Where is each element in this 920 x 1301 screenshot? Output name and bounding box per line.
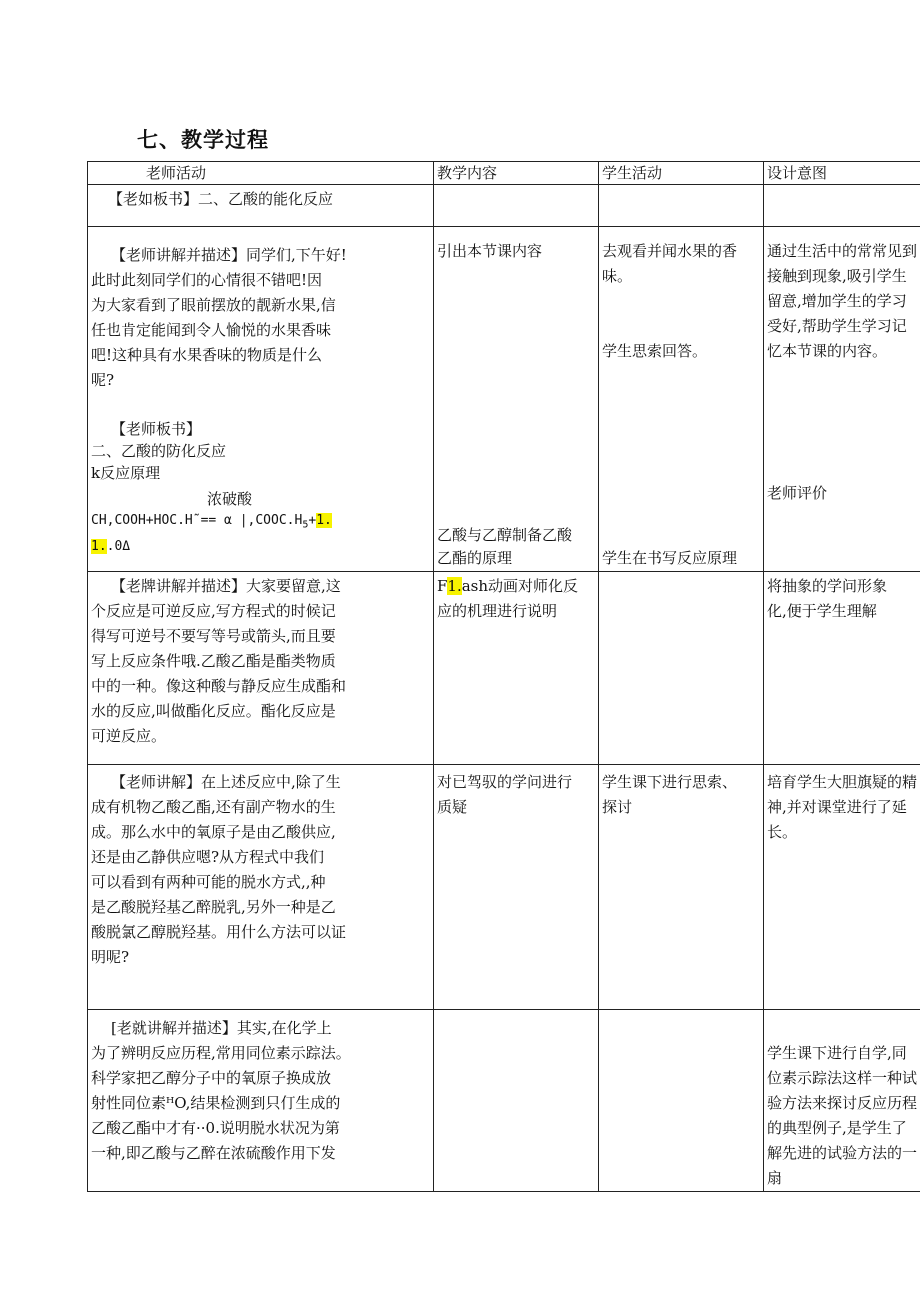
row2-intent	[764, 227, 920, 572]
row5-intent	[764, 1010, 920, 1192]
content-rest: ash动画对师化反	[461, 577, 579, 595]
equation-subscript: 5	[302, 519, 309, 531]
row3-teacher-line: 中的一种。像这种酸与静反应生成酯和	[91, 677, 347, 695]
board-line: k反应原理	[91, 464, 161, 482]
row2-intent-line: 留意,增加学生的学习	[767, 292, 907, 310]
row2-teacher-line: 任也肯定能闻到令人愉悦的水果香味	[91, 321, 332, 339]
row5-intent-line: 扇	[767, 1169, 783, 1187]
row4-intent-line: 培育学生大胆旗疑的精	[767, 773, 918, 791]
row5-intent-line: 的典型例子,是学生了	[767, 1119, 907, 1137]
row2-intent-line: 受好,帮助学生学习记	[767, 317, 907, 335]
row2-teacher-line: 为大家看到了眼前摆放的靓新水果,信	[91, 296, 336, 314]
row4-teacher-line: 可以看到有两种可能的脱水方式,,种	[91, 873, 326, 891]
row5-intent-line: 学生课下进行自学,同	[767, 1044, 907, 1062]
equation-part: .0Δ	[106, 538, 131, 554]
row5-teacher-line: 射性同位素ᴴO,结果检测到只仃生成的	[91, 1094, 341, 1112]
table-row	[88, 572, 920, 765]
row5-intent-line: 位素示踪法这样一种试	[767, 1069, 918, 1087]
row2-teacher-line: 吧!这种具有水果香味的物质是什么	[91, 346, 323, 364]
equation-highlight: 1.	[91, 538, 107, 554]
row3-content-line	[437, 574, 595, 599]
row5-student	[599, 1010, 764, 1192]
row4-content	[434, 765, 599, 1010]
row5-content	[434, 1010, 599, 1192]
row2-content-bottom: 乙酸与乙醇制备乙酸	[437, 526, 573, 544]
section-heading: 七、教学过程	[137, 128, 269, 152]
row5-teacher-line: 科学家把乙醇分子中的氧原子换成放	[91, 1069, 332, 1087]
reaction-equation	[91, 510, 430, 537]
reaction-equation-cont	[91, 537, 430, 557]
row5-intent-line: 验方法来探讨反应历程	[767, 1094, 918, 1112]
row5-intent-line: 解先进的试验方法的一	[767, 1144, 918, 1162]
row4-teacher-line: 酸脱氯乙醇脱羟基。用什么方法可以证	[91, 923, 347, 941]
row3-intent-line: 将抽象的学问形象	[767, 577, 888, 595]
row4-teacher-line: 【老师讲解】在上述反应中,除了生	[111, 773, 341, 791]
row4-student-line: 探讨	[602, 798, 633, 816]
row2-content-top: 引出本节课内容	[437, 242, 543, 260]
row2-student-line: 味。	[602, 267, 633, 285]
row2-teacher-line: 【老师讲解并描述】同学们,下午好!	[111, 246, 347, 264]
row3-teacher-line: 可逆反应。	[91, 727, 167, 745]
row2-intent-bottom: 老师评价	[767, 484, 828, 502]
content-highlight: 1.	[447, 577, 462, 595]
equation-plus: +	[308, 513, 317, 528]
table-row	[88, 765, 920, 1010]
row4-teacher-line: 明呢?	[91, 948, 130, 966]
row3-content	[434, 572, 599, 765]
row3-teacher-line: 水的反应,叫做酯化反应。酯化反应是	[91, 702, 336, 720]
row2-content-bottom: 乙酯的原理	[437, 549, 513, 567]
table-row	[88, 227, 920, 572]
equation-highlight: 1.	[316, 513, 332, 528]
row3-teacher-line: 个反应是可逆反应,写方程式的时候记	[91, 602, 336, 620]
row1-content	[434, 185, 599, 227]
header-design-intent: 设计意图	[764, 162, 920, 185]
row3-intent-line: 化,便于学生理解	[767, 602, 877, 620]
row3-intent	[764, 572, 920, 765]
content-prefix: F	[437, 577, 448, 595]
row5-teacher	[88, 1010, 434, 1192]
row3-teacher-line: 【老牌讲解并描述】大家要留意,这	[111, 577, 341, 595]
table-row	[88, 1010, 920, 1192]
row4-teacher-line: 还是由乙静供应嗯?从方程式中我们	[91, 848, 325, 866]
row2-intent-line: 忆本节课的内容。	[767, 342, 888, 360]
row3-student	[599, 572, 764, 765]
row2-student-bottom: 学生在书写反应原理	[602, 549, 738, 567]
row2-student-line: 去观看并闻水果的香	[602, 242, 738, 260]
row2-teacher	[88, 227, 434, 572]
table-header-row	[88, 162, 920, 185]
row2-intent-line: 接触到现象,吸引学生	[767, 267, 907, 285]
header-student-activity: 学生活动	[599, 162, 764, 185]
row3-content-line: 应的机理进行说明	[437, 602, 558, 620]
row4-student	[599, 765, 764, 1010]
row1-teacher: 【老如板书】二、乙酸的能化反应	[88, 185, 434, 227]
row2-intent-line: 通过生活中的常常见到	[767, 242, 918, 260]
row4-content-line: 对已驾驭的学问进行	[437, 773, 573, 791]
row4-intent-line: 长。	[767, 823, 798, 841]
row3-teacher-line: 得写可逆号不要写等号或箭头,而且要	[91, 627, 336, 645]
row4-content-line: 质疑	[437, 798, 468, 816]
row5-teacher-line: 一种,即乙酸与乙醉在浓硫酸作用下发	[91, 1144, 336, 1162]
row2-content	[434, 227, 599, 572]
row4-intent	[764, 765, 920, 1010]
row4-teacher	[88, 765, 434, 1010]
equation-part: CH,COOH+HOC.H˜== α |,COOC.H	[91, 513, 303, 528]
catalyst-label: 浓破酸	[207, 490, 253, 508]
row4-teacher-line: 成。那么水中的氧原子是由乙酸供应,	[91, 823, 336, 841]
row4-teacher-line: 成有机物乙酸乙酯,还有副产物水的生	[91, 798, 336, 816]
board-label: 【老师板书】	[111, 420, 202, 438]
row5-teacher-line: 乙酸乙酯中才有··0.说明脱水状况为第	[91, 1119, 340, 1137]
row1-intent	[764, 185, 920, 227]
row2-student-mid: 学生思索回答。	[602, 342, 708, 360]
board-line: 二、乙酸的防化反应	[91, 442, 227, 460]
row2-student	[599, 227, 764, 572]
table-row	[88, 185, 920, 227]
row5-teacher-line: [老就讲解并描述】其实,在化学上	[111, 1019, 332, 1037]
row4-intent-line: 神,并对课堂进行了延	[767, 798, 907, 816]
row3-teacher-line: 写上反应条件哦.乙酸乙酯是酯类物质	[91, 652, 336, 670]
row2-teacher-line: 呢?	[91, 371, 115, 389]
row2-teacher-line: 此时此刻同学们的心情很不错吧!因	[91, 271, 323, 289]
row4-teacher-line: 是乙酸脱羟基乙醉脱乳,另外一种是乙	[91, 898, 336, 916]
header-teaching-content: 教学内容	[434, 162, 599, 185]
row4-student-line: 学生课下进行思索、	[602, 773, 738, 791]
header-teacher-activity: 老师活动	[88, 162, 434, 185]
row1-student	[599, 185, 764, 227]
teaching-process-table	[87, 161, 920, 1192]
row5-teacher-line: 为了辨明反应历程,常用同位素示踪法。	[91, 1044, 351, 1062]
row3-teacher	[88, 572, 434, 765]
